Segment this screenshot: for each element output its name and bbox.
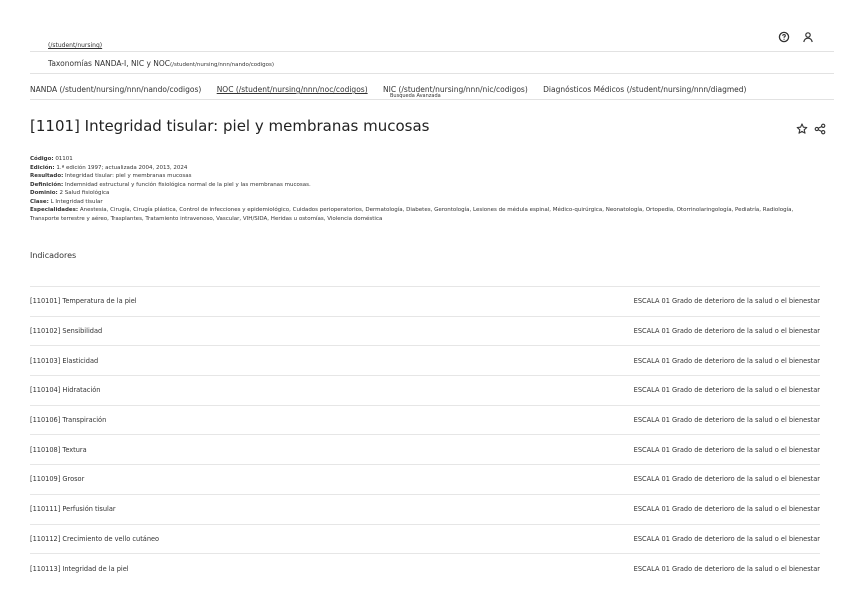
taxonomies-href: (/student/nursing/nnn/nando/codigos) xyxy=(170,62,274,68)
meta-codigo: Código: 01101 xyxy=(30,156,73,162)
table-row xyxy=(30,405,820,435)
tab-nic[interactable]: NIC (/student/nursing/nnn/nic/codigos) xyxy=(383,85,528,94)
tab-diagnosticos-medicos[interactable]: Diagnósticos Médicos (/student/nursing/nnn/diagmed) xyxy=(543,85,747,94)
meta-definicion: Definición: Indemnidad estructural y función fisiológica normal de la piel y las membranas mucosas. xyxy=(30,181,311,188)
help-circle-icon[interactable] xyxy=(778,28,790,40)
table-row xyxy=(30,375,820,405)
indicator-scale: ESCALA 01 Grado de deterioro de la salud o el bienestar xyxy=(633,297,820,306)
meta-dominio: Dominio: 2 Salud fisiológica xyxy=(30,190,110,196)
indicator-scale: ESCALA 01 Grado de deterioro de la salud o el bienestar xyxy=(633,445,820,454)
meta-especialidades: Especialidades: Anestesia, Cirugía, Cirugía plástica, Control de infecciones y epidemiológico, Cuidados perioperatorios, Dermatología, Diabetes, Gerontología, Lesiones de médula espinal, Médico-quirúrgica, Neonatología, Ortopedia, Otorrinolaringología, Pediatría, Radiología, Transporte terrestre y aéreo, Trasplantes, Tratamiento intravenoso, Vascular, VIH/SIDA, Heridas u ostomías, Violencia doméstica xyxy=(30,207,794,222)
table-row xyxy=(30,524,820,554)
user-icon[interactable] xyxy=(802,28,814,40)
home-link[interactable]: (/student/nursing) xyxy=(48,42,103,49)
meta-edicion: Edición: 1.ª edición 1997; actualizada 2004, 2013, 2024 xyxy=(30,164,188,171)
table-row xyxy=(30,464,820,494)
divider xyxy=(30,99,834,100)
table-row xyxy=(30,494,820,524)
table-row xyxy=(30,553,820,583)
indicator-scale: ESCALA 01 Grado de deterioro de la salud o el bienestar xyxy=(633,416,820,425)
meta-resultado: Resultado: Integridad tisular: piel y membranas mucosas xyxy=(30,173,192,179)
tab-nanda[interactable]: NANDA (/student/nursing/nnn/nando/codigos) xyxy=(30,85,202,94)
title-actions xyxy=(796,120,826,132)
top-bar xyxy=(0,0,848,52)
indicator-scale: ESCALA 01 Grado de deterioro de la salud o el bienestar xyxy=(633,386,820,395)
indicators-table xyxy=(30,286,820,583)
indicators-heading: Indicadores xyxy=(30,251,77,260)
indicator-name: [110108] Textura xyxy=(30,445,87,454)
advanced-search-link[interactable]: Busqueda Avanzada xyxy=(390,93,441,99)
indicator-scale: ESCALA 01 Grado de deterioro de la salud o el bienestar xyxy=(633,475,820,484)
indicator-name: [110103] Elasticidad xyxy=(30,356,99,365)
indicator-scale: ESCALA 01 Grado de deterioro de la salud o el bienestar xyxy=(633,505,820,514)
taxonomies-label: Taxonomías NANDA-I, NIC y NOC xyxy=(48,59,171,68)
indicator-name: [110113] Integridad de la piel xyxy=(30,564,129,573)
page-title: [1101] Integridad tisular: piel y membranas mucosas xyxy=(30,117,430,135)
indicator-name: [110106] Transpiración xyxy=(30,416,107,425)
taxonomies-link[interactable] xyxy=(48,59,274,68)
indicator-name: [110102] Sensibilidad xyxy=(30,327,103,336)
tab-noc[interactable]: NOC (/student/nursing/nnn/noc/codigos) xyxy=(216,85,368,94)
table-row xyxy=(30,286,820,316)
meta-clase: Clase: L Integridad tisular xyxy=(30,198,103,205)
indicator-name: [110101] Temperatura de la piel xyxy=(30,297,137,306)
indicator-scale: ESCALA 01 Grado de deterioro de la salud o el bienestar xyxy=(633,534,820,543)
indicator-name: [110112] Crecimiento de vello cutáneo xyxy=(30,534,160,543)
table-row xyxy=(30,434,820,464)
outcome-metadata xyxy=(30,155,820,223)
table-row xyxy=(30,316,820,346)
indicator-name: [110109] Grosor xyxy=(30,475,85,484)
indicator-scale: ESCALA 01 Grado de deterioro de la salud o el bienestar xyxy=(633,356,820,365)
divider xyxy=(30,73,834,74)
indicator-name: [110104] Hidratación xyxy=(30,386,101,395)
divider xyxy=(30,51,834,52)
indicator-scale: ESCALA 01 Grado de deterioro de la salud o el bienestar xyxy=(633,327,820,336)
star-outline-icon[interactable] xyxy=(796,120,808,132)
indicator-scale: ESCALA 01 Grado de deterioro de la salud o el bienestar xyxy=(633,564,820,573)
top-icons xyxy=(778,28,814,40)
indicator-name: [110111] Perfusión tisular xyxy=(30,505,116,514)
share-icon[interactable] xyxy=(814,120,826,132)
table-row xyxy=(30,345,820,375)
